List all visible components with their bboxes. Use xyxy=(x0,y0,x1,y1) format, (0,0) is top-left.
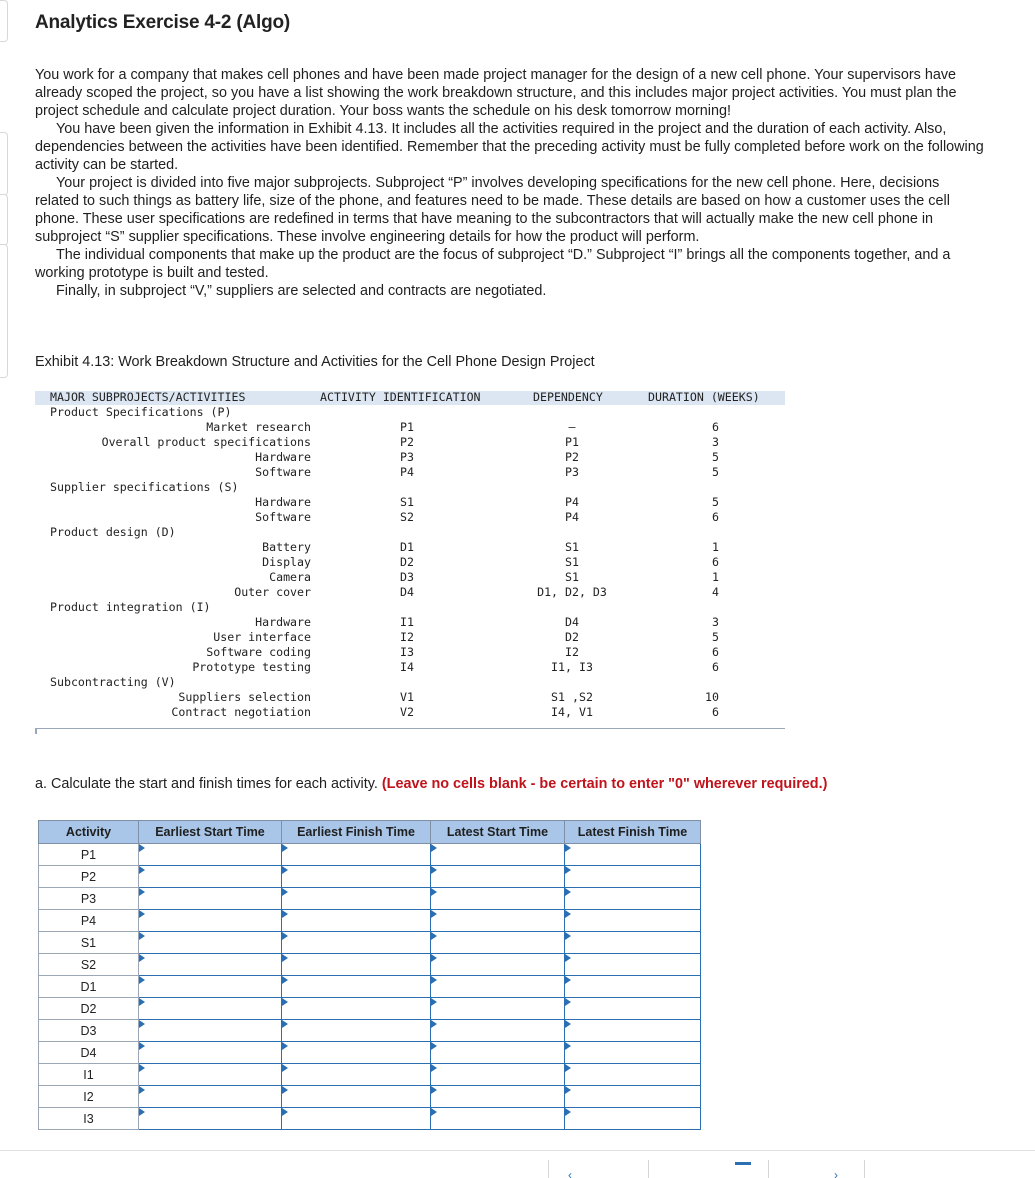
earliest-finish-input[interactable] xyxy=(282,1042,431,1064)
wbs-duration: 5 xyxy=(712,465,719,479)
wbs-activity-id: D3 xyxy=(400,570,414,584)
activity-cell: I1 xyxy=(39,1064,139,1086)
earliest-finish-input[interactable] xyxy=(282,1020,431,1042)
wbs-activity-id: V1 xyxy=(400,690,414,704)
question-requirement: (Leave no cells blank - be certain to enter "0" wherever required.) xyxy=(381,776,828,792)
wbs-activity-name: Software xyxy=(255,465,311,479)
latest-start-field[interactable] xyxy=(431,999,564,1018)
earliest-finish-field[interactable] xyxy=(282,845,430,864)
latest-start-field[interactable] xyxy=(431,845,564,864)
wbs-duration: 3 xyxy=(712,615,719,629)
wbs-group-label: Supplier specifications (S) xyxy=(50,480,239,494)
latest-finish-input[interactable] xyxy=(565,1086,701,1108)
wbs-dependency: S1 xyxy=(565,570,579,584)
activity-cell: D4 xyxy=(39,1042,139,1064)
earliest-finish-input[interactable] xyxy=(282,1108,431,1130)
wbs-group-label: Product Specifications (P) xyxy=(50,405,232,419)
wbs-activity-id: I4 xyxy=(400,660,414,674)
table-row xyxy=(39,976,701,998)
earliest-start-field[interactable] xyxy=(139,1065,281,1084)
activity-cell: S2 xyxy=(39,954,139,976)
wbs-dependency: P4 xyxy=(565,510,579,524)
wbs-duration: 6 xyxy=(712,660,719,674)
earliest-start-input[interactable] xyxy=(139,844,282,866)
earliest-finish-input[interactable] xyxy=(282,844,431,866)
activity-cell: D3 xyxy=(39,1020,139,1042)
table-row xyxy=(39,1064,701,1086)
latest-start-input[interactable] xyxy=(431,976,565,998)
latest-finish-field[interactable] xyxy=(565,977,700,996)
header-latest-start: Latest Start Time xyxy=(431,821,565,844)
wbs-header-id: ACTIVITY IDENTIFICATION xyxy=(320,390,481,404)
latest-finish-input[interactable] xyxy=(565,910,701,932)
table-row xyxy=(39,844,701,866)
activity-cell: D1 xyxy=(39,976,139,998)
earliest-start-field[interactable] xyxy=(139,845,281,864)
wbs-dependency: D4 xyxy=(565,615,579,629)
latest-finish-input[interactable] xyxy=(565,932,701,954)
wbs-duration: 10 xyxy=(705,690,719,704)
latest-start-field[interactable] xyxy=(431,889,564,908)
wbs-activity-id: D1 xyxy=(400,540,414,554)
wbs-activity-name: Software coding xyxy=(206,645,311,659)
sidebar-edge-tab[interactable] xyxy=(0,0,8,42)
wbs-activity-id: V2 xyxy=(400,705,414,719)
wbs-activity-id: I1 xyxy=(400,615,414,629)
earliest-start-field[interactable] xyxy=(139,955,281,974)
wbs-activity-name: Overall product specifications xyxy=(101,435,311,449)
latest-start-field[interactable] xyxy=(431,933,564,952)
wbs-activity-name: Contract negotiation xyxy=(171,705,311,719)
latest-start-input[interactable] xyxy=(431,866,565,888)
latest-start-field[interactable] xyxy=(431,1065,564,1084)
activity-cell: I2 xyxy=(39,1086,139,1108)
wbs-activity-name: Camera xyxy=(269,570,311,584)
question-a xyxy=(35,776,827,792)
latest-start-field[interactable] xyxy=(431,977,564,996)
intro-paragraph: Your project is divided into five major subprojects. Subproject “P” involves developing specifications for the new cell phone. Here, decisions related to such things as battery life, size of the phone, and features need to be made. These details are based on how a customer uses the cell phone. These user specifications are redefined in terms that have meaning to the subcontractors that will actually make the new cell phone in subproject “S” supplier specifications. These involve engineering details for how the product will perform. xyxy=(35,175,950,245)
latest-finish-field[interactable] xyxy=(565,867,700,886)
earliest-start-field[interactable] xyxy=(139,1043,281,1062)
table-row xyxy=(39,998,701,1020)
exhibit-title: Exhibit 4.13: Work Breakdown Structure and Activities for the Cell Phone Design Project xyxy=(35,354,595,370)
earliest-finish-field[interactable] xyxy=(282,1021,430,1040)
wbs-activity-id: I3 xyxy=(400,645,414,659)
latest-finish-field[interactable] xyxy=(565,845,700,864)
wbs-group-label: Subcontracting (V) xyxy=(50,675,176,689)
earliest-start-input[interactable] xyxy=(139,1020,282,1042)
latest-start-input[interactable] xyxy=(431,1108,565,1130)
earliest-start-input[interactable] xyxy=(139,1064,282,1086)
earliest-start-field[interactable] xyxy=(139,999,281,1018)
latest-start-field[interactable] xyxy=(431,1109,564,1128)
earliest-finish-field[interactable] xyxy=(282,977,430,996)
latest-start-input[interactable] xyxy=(431,1086,565,1108)
wbs-duration: 5 xyxy=(712,630,719,644)
earliest-start-field[interactable] xyxy=(139,1087,281,1106)
latest-start-field[interactable] xyxy=(431,1087,564,1106)
latest-finish-field[interactable] xyxy=(565,1043,700,1062)
wbs-activity-name: User interface xyxy=(213,630,311,644)
page-title: Analytics Exercise 4-2 (Algo) xyxy=(35,12,291,33)
earliest-finish-input[interactable] xyxy=(282,888,431,910)
wbs-activity-name: Software xyxy=(255,510,311,524)
earliest-start-field[interactable] xyxy=(139,867,281,886)
sidebar-edge-tab[interactable] xyxy=(0,194,8,246)
earliest-start-field[interactable] xyxy=(139,1109,281,1128)
earliest-start-input[interactable] xyxy=(139,910,282,932)
earliest-finish-input[interactable] xyxy=(282,866,431,888)
header-earliest-start: Earliest Start Time xyxy=(139,821,282,844)
latest-finish-input[interactable] xyxy=(565,998,701,1020)
wbs-dependency: P4 xyxy=(565,495,579,509)
earliest-finish-input[interactable] xyxy=(282,910,431,932)
earliest-finish-input[interactable] xyxy=(282,1086,431,1108)
latest-finish-input[interactable] xyxy=(565,954,701,976)
wbs-activity-id: I2 xyxy=(400,630,414,644)
sidebar-edge-tab[interactable] xyxy=(0,244,8,378)
latest-finish-field[interactable] xyxy=(565,911,700,930)
wbs-dependency: I1, I3 xyxy=(551,660,593,674)
earliest-finish-field[interactable] xyxy=(282,1043,430,1062)
earliest-start-input[interactable] xyxy=(139,998,282,1020)
wbs-header-duration: DURATION (WEEKS) xyxy=(648,390,760,404)
latest-start-field[interactable] xyxy=(431,867,564,886)
earliest-start-input[interactable] xyxy=(139,866,282,888)
earliest-finish-field[interactable] xyxy=(282,1087,430,1106)
latest-start-field[interactable] xyxy=(431,955,564,974)
latest-start-input[interactable] xyxy=(431,910,565,932)
earliest-start-input[interactable] xyxy=(139,1086,282,1108)
wbs-dependency: P2 xyxy=(565,450,579,464)
wbs-duration: 6 xyxy=(712,510,719,524)
earliest-finish-input[interactable] xyxy=(282,932,431,954)
wbs-dependency: — xyxy=(568,420,576,434)
wbs-group-label: Product integration (I) xyxy=(50,600,211,614)
footer-separator xyxy=(648,1160,649,1178)
latest-start-input[interactable] xyxy=(431,954,565,976)
header-activity: Activity xyxy=(39,821,139,844)
wbs-dependency: S1 xyxy=(565,555,579,569)
footer-separator xyxy=(864,1160,865,1178)
wbs-duration: 6 xyxy=(712,645,719,659)
footer-divider xyxy=(0,1150,1035,1151)
earliest-start-input[interactable] xyxy=(139,976,282,998)
latest-finish-input[interactable] xyxy=(565,1064,701,1086)
activity-cell: S1 xyxy=(39,932,139,954)
latest-start-input[interactable] xyxy=(431,888,565,910)
earliest-finish-field[interactable] xyxy=(282,933,430,952)
latest-finish-field[interactable] xyxy=(565,933,700,952)
wbs-activity-name: Hardware xyxy=(255,450,311,464)
wbs-activity-id: P1 xyxy=(400,420,414,434)
wbs-activity-id: P4 xyxy=(400,465,414,479)
wbs-activity-name: Suppliers selection xyxy=(178,690,311,704)
earliest-finish-field[interactable] xyxy=(282,955,430,974)
prev-button[interactable] xyxy=(568,1160,628,1178)
wbs-duration: 4 xyxy=(712,585,719,599)
earliest-finish-field[interactable] xyxy=(282,867,430,886)
latest-finish-input[interactable] xyxy=(565,976,701,998)
latest-start-input[interactable] xyxy=(431,998,565,1020)
chevron-left-icon: ‹ xyxy=(568,1168,572,1178)
table-row xyxy=(39,888,701,910)
activity-cell: I3 xyxy=(39,1108,139,1130)
latest-start-input[interactable] xyxy=(431,1064,565,1086)
chevron-right-icon: › xyxy=(834,1168,838,1178)
wbs-duration: 6 xyxy=(712,420,719,434)
latest-finish-input[interactable] xyxy=(565,1020,701,1042)
question-navigator[interactable] xyxy=(665,1160,765,1178)
wbs-activity-name: Outer cover xyxy=(234,585,311,599)
table-row xyxy=(39,932,701,954)
latest-start-input[interactable] xyxy=(431,844,565,866)
latest-finish-input[interactable] xyxy=(565,888,701,910)
activity-cell: P3 xyxy=(39,888,139,910)
wbs-duration: 5 xyxy=(712,450,719,464)
table-row xyxy=(39,954,701,976)
answer-table xyxy=(38,820,701,1130)
table-row xyxy=(39,910,701,932)
earliest-finish-field[interactable] xyxy=(282,889,430,908)
wbs-activity-name: Display xyxy=(262,555,311,569)
wbs-dependency: I4, V1 xyxy=(551,705,593,719)
earliest-start-input[interactable] xyxy=(139,1108,282,1130)
wbs-group-label: Product design (D) xyxy=(50,525,176,539)
wbs-exhibit-table xyxy=(35,390,785,734)
latest-finish-field[interactable] xyxy=(565,999,700,1018)
earliest-start-field[interactable] xyxy=(139,977,281,996)
latest-finish-input[interactable] xyxy=(565,1042,701,1064)
table-row xyxy=(39,866,701,888)
table-row xyxy=(39,1108,701,1130)
intro-paragraph: You have been given the information in Exhibit 4.13. It includes all the activities required in the project and the duration of each activity. Also, dependencies between the activities have been identified. Remember that the preceding activity must be fully completed before work on the following activity can be started. xyxy=(35,121,984,173)
header-latest-finish: Latest Finish Time xyxy=(565,821,701,844)
wbs-header-dependency: DEPENDENCY xyxy=(533,390,603,404)
wbs-dependency: P1 xyxy=(565,435,579,449)
footer-separator xyxy=(548,1160,549,1178)
wbs-activity-name: Market research xyxy=(206,420,311,434)
wbs-bottom-tick xyxy=(35,728,37,734)
earliest-finish-input[interactable] xyxy=(282,976,431,998)
earliest-finish-field[interactable] xyxy=(282,911,430,930)
wbs-header-activities: MAJOR SUBPROJECTS/ACTIVITIES xyxy=(50,390,246,404)
latest-start-field[interactable] xyxy=(431,1043,564,1062)
earliest-start-input[interactable] xyxy=(139,1042,282,1064)
intro-paragraph: Finally, in subproject “V,” suppliers are selected and contracts are negotiated. xyxy=(56,283,547,299)
earliest-finish-input[interactable] xyxy=(282,998,431,1020)
wbs-activity-id: D4 xyxy=(400,585,414,599)
wbs-dependency: D1, D2, D3 xyxy=(537,585,607,599)
activity-cell: P4 xyxy=(39,910,139,932)
earliest-finish-input[interactable] xyxy=(282,1064,431,1086)
latest-start-field[interactable] xyxy=(431,1021,564,1040)
wbs-activity-name: Hardware xyxy=(255,495,311,509)
wbs-bottom-rule xyxy=(35,728,785,729)
latest-finish-field[interactable] xyxy=(565,1109,700,1128)
latest-finish-field[interactable] xyxy=(565,1087,700,1106)
earliest-start-field[interactable] xyxy=(139,911,281,930)
wbs-duration: 3 xyxy=(712,435,719,449)
latest-finish-field[interactable] xyxy=(565,889,700,908)
latest-finish-field[interactable] xyxy=(565,1021,700,1040)
footer-separator xyxy=(768,1160,769,1178)
earliest-start-field[interactable] xyxy=(139,933,281,952)
table-row xyxy=(39,1086,701,1108)
next-button[interactable] xyxy=(790,1160,860,1178)
latest-finish-field[interactable] xyxy=(565,955,700,974)
wbs-activity-name: Battery xyxy=(262,540,311,554)
wbs-dependency: D2 xyxy=(565,630,579,644)
wbs-activity-id: P3 xyxy=(400,450,414,464)
earliest-start-field[interactable] xyxy=(139,889,281,908)
earliest-start-input[interactable] xyxy=(139,888,282,910)
earliest-start-input[interactable] xyxy=(139,954,282,976)
earliest-finish-field[interactable] xyxy=(282,999,430,1018)
wbs-duration: 5 xyxy=(712,495,719,509)
activity-cell: D2 xyxy=(39,998,139,1020)
wbs-activity-id: S2 xyxy=(400,510,414,524)
intro-paragraph: You work for a company that makes cell phones and have been made project manager for the design of a new cell phone. Your supervisors have already scoped the project, so you have a list showing the work breakdown structure, and this includes major project activities. You must plan the project schedule and calculate project duration. Your boss wants the schedule on his desk tomorrow morning! xyxy=(35,67,957,119)
wbs-duration: 1 xyxy=(712,570,719,584)
problem-description xyxy=(35,66,985,300)
wbs-dependency: P3 xyxy=(565,465,579,479)
earliest-start-input[interactable] xyxy=(139,932,282,954)
latest-finish-input[interactable] xyxy=(565,844,701,866)
earliest-finish-field[interactable] xyxy=(282,1065,430,1084)
wbs-dependency: I2 xyxy=(565,645,579,659)
earliest-start-field[interactable] xyxy=(139,1021,281,1040)
grid-menu-icon xyxy=(735,1162,751,1165)
header-earliest-finish: Earliest Finish Time xyxy=(282,821,431,844)
latest-start-input[interactable] xyxy=(431,1042,565,1064)
wbs-activity-name: Prototype testing xyxy=(192,660,311,674)
wbs-activity-id: P2 xyxy=(400,435,414,449)
latest-start-input[interactable] xyxy=(431,1020,565,1042)
wbs-duration: 6 xyxy=(712,705,719,719)
wbs-dependency: S1 xyxy=(565,540,579,554)
sidebar-edge-tab[interactable] xyxy=(0,132,8,196)
activity-cell: P1 xyxy=(39,844,139,866)
latest-finish-input[interactable] xyxy=(565,866,701,888)
latest-start-input[interactable] xyxy=(431,932,565,954)
latest-finish-input[interactable] xyxy=(565,1108,701,1130)
latest-finish-field[interactable] xyxy=(565,1065,700,1084)
earliest-finish-field[interactable] xyxy=(282,1109,430,1128)
wbs-activity-id: D2 xyxy=(400,555,414,569)
wbs-duration: 6 xyxy=(712,555,719,569)
earliest-finish-input[interactable] xyxy=(282,954,431,976)
wbs-activity-id: S1 xyxy=(400,495,414,509)
question-text: a. Calculate the start and finish times for each activity. xyxy=(35,776,378,792)
answer-header-row xyxy=(39,821,701,844)
latest-start-field[interactable] xyxy=(431,911,564,930)
wbs-dependency: S1 ,S2 xyxy=(551,690,593,704)
table-row xyxy=(39,1042,701,1064)
activity-cell: P2 xyxy=(39,866,139,888)
wbs-activity-name: Hardware xyxy=(255,615,311,629)
table-row xyxy=(39,1020,701,1042)
intro-paragraph: The individual components that make up the product are the focus of subproject “D.” Subproject “I” brings all the components together, and a working prototype is built and tested. xyxy=(35,247,951,281)
wbs-duration: 1 xyxy=(712,540,719,554)
